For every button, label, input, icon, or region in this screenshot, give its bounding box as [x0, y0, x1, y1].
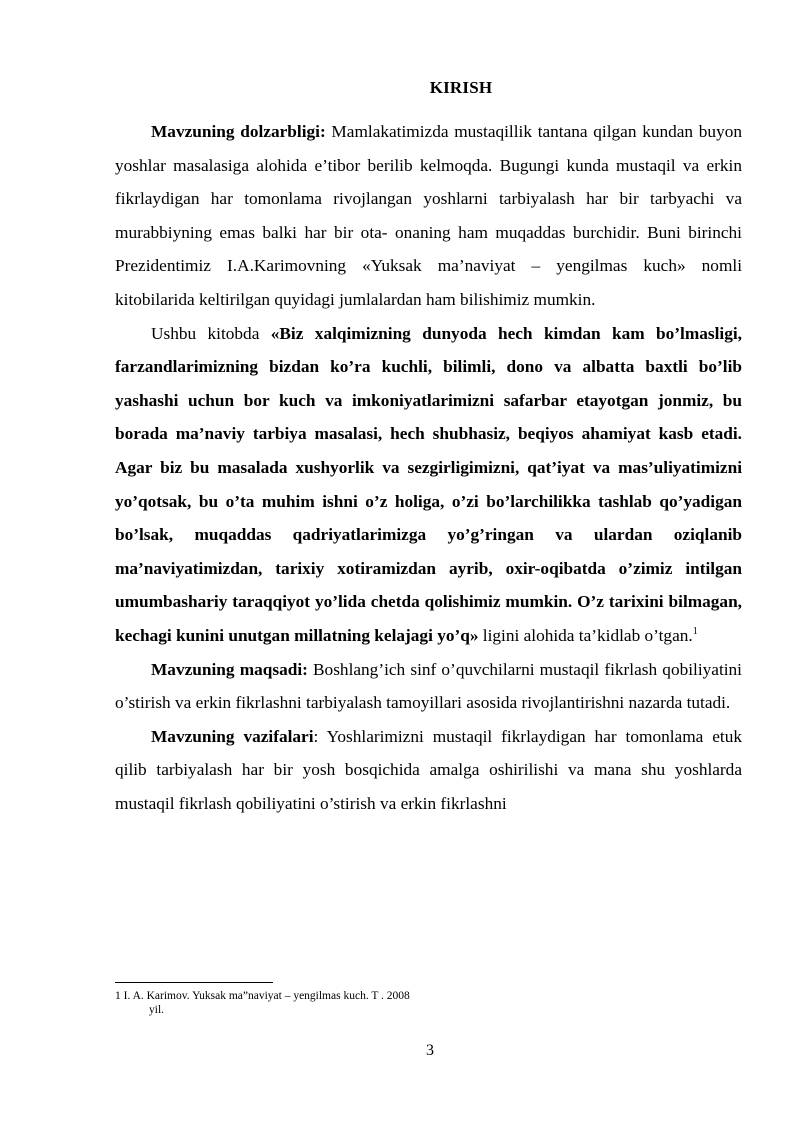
paragraph-relevance: [115, 115, 742, 317]
relevance-text: Mamlakatimizda mustaqillik tantana qilgan kundan buyon yoshlar masalasiga alohida e’tibor berilib kelmoqda. Bugungi kunda mustaqil va erkin fikrlaydigan har tomonlama rivojlangan yoshlarni tarbiyalash har bir tarbyachi va murabbiyning emas balki har bir ota- onaning ham muqaddas burchidir. Buni birinchi Prezidentimiz I.A.Karimovning «Yuksak ma’naviyat – yengilmas kuch» nomli kitobilarida keltirilgan quyidagi jumlalardan ham bilishimiz mumkin.: [115, 122, 742, 309]
footnote: [115, 989, 535, 1017]
paragraph-tasks: [115, 720, 742, 821]
paragraph-goal: [115, 653, 742, 720]
footnote-line-1: 1 I. A. Karimov. Yuksak ma”naviyat – yengilmas kuch. T . 2008: [115, 990, 410, 1002]
footnote-reference[interactable]: 1: [692, 626, 698, 638]
goal-label: Mavzuning maqsadi:: [151, 659, 308, 679]
footnote-divider: [115, 982, 273, 983]
relevance-label: Mavzuning dolzarbligi:: [151, 122, 326, 141]
tasks-label: Mavzuning vazifalari: [151, 726, 314, 746]
page-number: 3: [426, 1042, 434, 1059]
quote-tail: ligini alohida ta’kidlab o’tgan.: [478, 625, 693, 645]
quote-text: «Biz xalqimizning dunyoda hech kimdan kam bo’lmasligi, farzandlarimizning bizdan ko’ra kuchli, bilimli, dono va albatta baxtli bo’lib yashashi uchun bor kuch va imkoniyatlarimizni safarbar etayotgan jonmiz, bu borada ma’naviy tarbiya masalasi, hech shubhasiz, beqiyos ahamiyat kasb etadi. Agar biz bu masalada xushyorlik va sezgirligimizni, qat’iyat va mas’uliyatimizni yo’qotsak, bu o’ta muhim ishni o’z holiga, o’zi bo’larchilikka tashlab qo’yadigan bo’lsak, muqaddas qadriyatlarimizga yo’g’ringan va ulardan oziqlanib ma’naviyatimizdan, tarixiy xotiramizdan ayrib, oxir-oqibatda o’zimiz intilgan umumbashariy taraqqiyot yo’lida chetda qolishimiz mumkin. O’z tarixini bilmagan, kechagi kunini unutgan millatning kelajagi yo’q»: [115, 323, 742, 645]
paragraph-quote: [115, 317, 742, 653]
section-heading: KIRISH: [429, 78, 493, 97]
goal-text: Boshlang’ich sinf o’quvchilarni mustaqil fikrlash qobiliyatini o’stirish va erkin fikrlashni tarbiyalash tamoyillari asosida rivojlantirishni nazarda tutadi.: [115, 659, 742, 713]
footnote-line-2: yil.: [149, 1004, 165, 1016]
quote-intro: Ushbu kitobda: [151, 323, 271, 343]
tasks-text: : Yoshlarimizni mustaqil fikrlaydigan har tomonlama etuk qilib tarbiyalash har bir yosh bosqichida amalga oshirilishi va mana shu yoshlarda mustaqil fikrlash qobiliyatini o’stirish va erkin fikrlashni: [115, 726, 742, 813]
body-text: [115, 115, 742, 820]
